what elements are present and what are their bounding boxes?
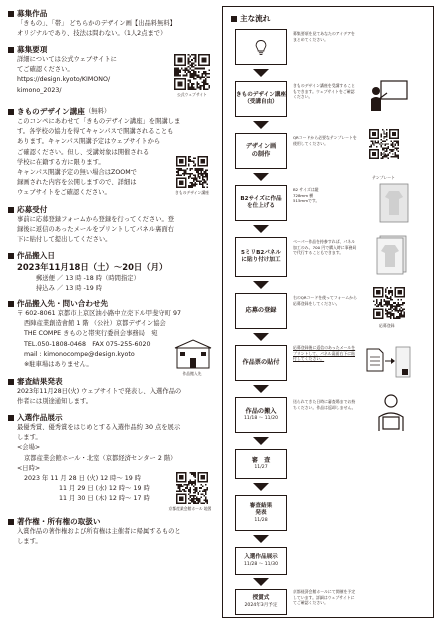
email-link[interactable]: mail : kimonocompe@design.kyoto xyxy=(24,350,135,358)
flow-step-sub: の制作 xyxy=(251,151,271,158)
arrow-down-icon xyxy=(253,535,269,543)
section-heading: 著作権・所有権の取扱い xyxy=(17,517,101,526)
flow-step-judging xyxy=(235,449,287,479)
exhibition-date: 11 月 30 日 (木) 12 時〜 17 時 xyxy=(59,495,150,503)
heading-suffix: （無料） xyxy=(84,107,111,115)
document-attach-icon xyxy=(365,345,411,379)
section-copyright xyxy=(8,516,218,550)
exhibition-line: します。 xyxy=(17,434,42,442)
arrow-down-icon xyxy=(253,385,269,393)
website-qr-code-icon[interactable] xyxy=(174,54,210,90)
venue: 京都産業会館ホール・北室（京都経済センター 2 階） xyxy=(24,454,177,462)
results-line: 2023年11月28日(火) ウェブサイトで発表し、入選作品の xyxy=(17,388,182,395)
flow-step-label: 応募の登録 xyxy=(245,307,277,314)
section-results xyxy=(8,376,218,410)
flow-step-sub: 11/28 〜 11/30 xyxy=(244,561,278,567)
teacher-presentation-icon xyxy=(369,79,409,113)
section-heading: 募集要項 xyxy=(17,45,48,54)
section-application xyxy=(8,204,218,248)
lightbulb-icon xyxy=(254,39,268,56)
results-line: 作者には別途通知します。 xyxy=(17,398,93,406)
address-line: 〒 602-8061 京都市上京区油小路中立売下ル甲斐守町 97 xyxy=(17,310,181,317)
section-delivery xyxy=(8,250,218,296)
delivery-person-icon xyxy=(373,393,409,433)
arrow-down-icon xyxy=(253,333,269,341)
template-caption: テンプレート xyxy=(372,175,395,180)
flow-step-label: 作品の搬入 xyxy=(245,408,277,415)
flow-step-label: 審査結果 xyxy=(249,502,273,509)
template-qr-code-icon[interactable] xyxy=(369,129,399,159)
panel-board-icon xyxy=(375,235,409,275)
section-lecture xyxy=(8,106,218,202)
flow-step-label: 5ミリB2パネル xyxy=(240,249,282,256)
bullet-square-icon xyxy=(231,16,237,22)
flow-step-label: 授賞式 xyxy=(252,595,270,602)
application-line: 事前に応募登録フォームから登録を行ってください。登 xyxy=(17,216,175,223)
flow-step-register xyxy=(235,293,287,329)
flow-step-delivery xyxy=(235,397,287,433)
section-heading: 募集作品 xyxy=(17,9,48,18)
flow-step-label: 入選作品展示 xyxy=(244,554,278,561)
bullet-square-icon xyxy=(8,207,14,213)
building-caption: 作品搬入先 xyxy=(182,371,202,376)
date-label: <日時> xyxy=(17,464,41,472)
delivery-line: 郵送便 ／ 13 時 -18 時（時間指定） xyxy=(36,275,140,282)
website-url[interactable]: kimono_2023/ xyxy=(17,86,62,94)
flow-step-label: きものデザイン講座 xyxy=(236,91,286,98)
copyright-line: 入賞作品の著作権および所有権は主催者に帰属するものと xyxy=(17,528,181,535)
flow-desc: 応募登録後に返信のあったメールをプリントして、パネル裏面右下に貼付してください。 xyxy=(293,345,356,362)
flow-step-sub: （受講自由） xyxy=(244,99,278,105)
flow-step-label-attach xyxy=(235,345,287,381)
parking-note: ※駐車場はありません。 xyxy=(24,361,93,369)
delivery-date: 2023年11月18日（土）〜20日（月） xyxy=(17,262,168,272)
flow-step-label: デザイン画 xyxy=(245,143,277,150)
section-guidelines xyxy=(8,44,218,106)
exhibition-date: 2023 年 11 月 28 日 (火) 12 時〜 19 時 xyxy=(24,475,142,483)
flow-desc: 京都経済会館ホールにて開催を予定しています。詳細はウェブサイトにてご確認ください。 xyxy=(293,589,356,606)
section-heading: 審査結果発表 xyxy=(17,377,63,386)
guidelines-line: てご確認ください。 xyxy=(17,66,74,74)
venue-label: <会場> xyxy=(17,444,41,452)
flow-step-panel xyxy=(235,237,287,277)
section-heading: 応募受付 xyxy=(17,205,48,214)
flow-step-idea xyxy=(235,29,287,65)
exhibition-line: 最優秀賞、優秀賞をはじめとする入選作品約 30 点を展示 xyxy=(17,424,181,431)
arrow-down-icon xyxy=(253,69,269,77)
flow-step-label: B2サイズに作品 xyxy=(240,195,282,202)
flow-step-label: 審 査 xyxy=(251,457,271,464)
bullet-square-icon xyxy=(8,253,14,259)
bullet-square-icon xyxy=(8,415,14,421)
flow-step-label: 発表 xyxy=(255,510,267,516)
theme-line: 「きもの」、「帯」 どちらかのデザイン画【出品料無料】 xyxy=(17,20,176,27)
arrow-down-icon xyxy=(253,578,269,586)
section-heading: 作品搬入先・問い合わせ先 xyxy=(17,299,109,308)
guidelines-line: 詳細については公式ウェブサイトに xyxy=(17,56,117,63)
delivery-line: 持込み ／ 13 時 -19 時 xyxy=(36,285,103,293)
exhibition-date: 11 月 29 日 (水) 12 時〜 19 時 xyxy=(59,485,150,493)
flow-step-lecture xyxy=(235,81,287,117)
lecture-line: このコンペにあわせて「きものデザイン講座」を開講しま xyxy=(17,118,181,125)
website-url[interactable]: https://design.kyoto/KIMONO/ xyxy=(17,76,111,84)
flow-desc: B2 サイズは縦728mm 横515mmです。 xyxy=(293,187,320,204)
flow-step-b2 xyxy=(235,185,287,221)
phone-fax: TEL.050-1808-0468 FAX 075-255-6020 xyxy=(24,340,151,348)
theme-line: オリジナルであり、技法は問わない。（1人2点まで） xyxy=(17,30,167,38)
section-address xyxy=(8,298,218,376)
flow-step-sub: に貼り付け加工 xyxy=(241,257,281,263)
qr-caption: 公式ウェブサイト xyxy=(177,92,207,97)
application-line: 下に貼付して提出してください。 xyxy=(17,236,112,244)
section-exhibition xyxy=(8,412,218,514)
flow-panel xyxy=(222,6,434,618)
section-theme xyxy=(8,8,218,42)
flow-step-exhibition xyxy=(235,547,287,575)
flow-step-sub: 11/18 〜 11/20 xyxy=(244,416,278,421)
flow-step-ceremony xyxy=(235,589,287,615)
arrow-down-icon xyxy=(253,225,269,233)
flow-step-design xyxy=(235,133,287,169)
arrow-down-icon xyxy=(253,483,269,491)
lecture-line: キャンパス開講予定の無い場合はZOOMで xyxy=(17,169,137,177)
flow-desc: QRコードから必要なテンプレートを使用してください。 xyxy=(293,135,357,146)
building-icon xyxy=(174,338,212,370)
bullet-square-icon xyxy=(8,379,14,385)
flow-step-sub: 11/28 xyxy=(254,517,268,523)
lecture-line: あります。キャンパス開講予定はウェブサイトから xyxy=(17,138,161,146)
flow-desc: きものデザイン講座を受講することもできます。ウェブサイトをご確認ください。 xyxy=(293,83,355,100)
flow-step-sub: を仕上げる xyxy=(247,203,275,209)
address-line: 西陣産業創造會館 1 階 （公社）京都デザイン協会 xyxy=(24,320,166,328)
section-heading: 作品搬入日 xyxy=(17,251,55,260)
bullet-square-icon xyxy=(8,109,14,115)
flow-heading: 主な流れ xyxy=(240,14,271,23)
left-column xyxy=(8,8,218,550)
lecture-line: 学校に在籍する方に限ります。 xyxy=(17,158,105,166)
kimono-sheet-icon xyxy=(379,183,409,223)
section-heading: きものデザイン講座 xyxy=(17,107,85,116)
lecture-line: す。各学校の協力を得てキャンパスで開講されることも xyxy=(17,128,174,136)
bullet-square-icon xyxy=(8,11,14,17)
map-caption: 京都産業会館ホール 地図 xyxy=(168,506,212,511)
arrow-down-icon xyxy=(253,281,269,289)
flow-desc: ベーパー作品を持参すれば、パネル加工のみ、700 円で購入時に事務局で代行することもできます。 xyxy=(293,239,357,256)
copyright-line: します。 xyxy=(17,538,42,546)
flow-desc: 送られてきた日時に審査場までお持ちください。作品は返却しません。 xyxy=(293,399,356,410)
flow-desc: 募集要項を見てあなたのアイデアをまとめてください。 xyxy=(293,31,355,42)
bullet-square-icon xyxy=(8,47,14,53)
qr-caption: きものデザイン講座 xyxy=(175,190,209,195)
arrow-down-icon xyxy=(253,173,269,181)
section-heading: 入選作品展示 xyxy=(17,413,63,422)
lecture-line: 録画された内容を公開しますので、詳細は xyxy=(17,179,137,187)
flow-step-sub: 11/27 xyxy=(254,465,268,470)
register-caption: 応募登録 xyxy=(379,323,395,328)
flow-desc: 右のQRコードを使ってフォームから応募登録をしてください。 xyxy=(293,295,357,306)
arrow-down-icon xyxy=(253,121,269,129)
lecture-line: ご確認ください。但し、受講対象は開催される xyxy=(17,148,150,156)
lecture-qr-code-icon[interactable] xyxy=(176,156,208,188)
arrow-down-icon xyxy=(253,437,269,445)
bullet-square-icon xyxy=(8,301,14,307)
bullet-square-icon xyxy=(8,519,14,525)
map-qr-code-icon[interactable] xyxy=(176,472,208,504)
flow-step-label: 作品票の貼付 xyxy=(242,359,280,366)
address-line: THE COMPE きものと帯実行委員会事務局 宛 xyxy=(24,330,158,338)
application-line: 録後に返信のあったメールをプリントしてパネル裏面右 xyxy=(17,226,174,234)
register-qr-code-icon[interactable] xyxy=(373,287,405,319)
flow-step-results xyxy=(235,495,287,531)
lecture-line: ウェブサイトをご確認ください。 xyxy=(17,189,111,197)
flow-step-sub: 2024年3月予定 xyxy=(244,602,278,608)
